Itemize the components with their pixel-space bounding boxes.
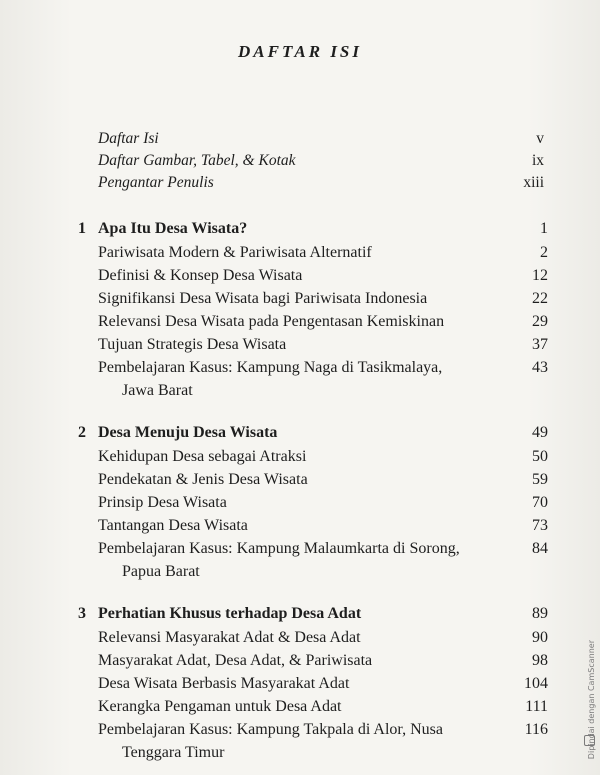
toc-entry-continuation: Tenggara Timur	[122, 744, 225, 761]
toc-entry	[98, 494, 548, 512]
chapter-page: 1	[540, 220, 548, 237]
toc-entry-label: Kerangka Pengaman untuk Desa Adat	[98, 698, 342, 715]
camscanner-icon	[584, 735, 595, 746]
toc-entry	[98, 290, 548, 308]
toc-entry-page: 12	[532, 267, 548, 284]
toc-entry	[98, 721, 548, 739]
toc-front-entry	[98, 152, 544, 170]
toc-entry-label: Prinsip Desa Wisata	[98, 494, 227, 511]
toc-entry-page: 73	[532, 517, 548, 534]
scanner-watermark: Dipindai dengan CamScanner	[587, 640, 596, 760]
toc-entry-page: 116	[524, 721, 548, 738]
toc-entry-page: 111	[525, 698, 548, 715]
toc-entry-page: 22	[532, 290, 548, 307]
toc-entry	[98, 359, 548, 377]
toc-entry-page: v	[536, 130, 544, 147]
toc-entry-label: Daftar Isi	[98, 130, 159, 147]
chapter-number: 1	[78, 220, 86, 237]
toc-entry-label: Pembelajaran Kasus: Kampung Takpala di Alor, Nusa	[98, 721, 443, 738]
toc-entry-label: Definisi & Konsep Desa Wisata	[98, 267, 303, 284]
toc-entry	[98, 336, 548, 354]
toc-entry-label: Kehidupan Desa sebagai Atraksi	[98, 448, 307, 465]
toc-entry	[98, 675, 548, 693]
toc-entry-label: Pembelajaran Kasus: Kampung Malaumkarta di Sorong,	[98, 540, 460, 557]
toc-entry-label: Pengantar Penulis	[98, 174, 214, 191]
toc-entry	[98, 540, 548, 558]
toc-entry	[98, 471, 548, 489]
page-title: DAFTAR ISI	[237, 42, 362, 61]
toc-entry-page: ix	[531, 152, 544, 169]
toc-entry-page: 84	[532, 540, 548, 557]
toc-entry-label: Relevansi Masyarakat Adat & Desa Adat	[98, 629, 361, 646]
toc-entry	[98, 698, 548, 716]
chapter-title: Perhatian Khusus terhadap Desa Adat	[98, 605, 362, 622]
toc-entry-label: Signifikansi Desa Wisata bagi Pariwisata Indonesia	[98, 290, 428, 307]
toc-entry-label: Pembelajaran Kasus: Kampung Naga di Tasikmalaya,	[98, 359, 443, 376]
toc-entry-label: Desa Wisata Berbasis Masyarakat Adat	[98, 675, 350, 692]
toc-entry-page: 43	[532, 359, 548, 376]
toc-entry	[98, 267, 548, 285]
toc-entry-label: Tantangan Desa Wisata	[98, 517, 248, 534]
toc-entry	[98, 448, 548, 466]
toc-entry	[98, 244, 548, 262]
toc-entry	[98, 652, 548, 670]
toc-entry-page: xiii	[523, 174, 544, 191]
toc-front-entry	[98, 130, 544, 148]
chapter-page: 89	[532, 605, 548, 622]
toc-entry-page: 98	[532, 652, 548, 669]
toc-entry-page: 29	[532, 313, 548, 330]
toc-entry-label: Pariwisata Modern & Pariwisata Alternatif	[98, 244, 372, 261]
toc-entry-page: 70	[532, 494, 548, 511]
toc-entry	[98, 313, 548, 331]
toc-entry-label: Masyarakat Adat, Desa Adat, & Pariwisata	[98, 652, 373, 669]
toc-entry-continuation: Papua Barat	[122, 563, 200, 580]
toc-entry-page: 37	[532, 336, 548, 353]
toc-entry-page: 2	[540, 244, 548, 261]
chapter-page: 49	[532, 424, 548, 441]
toc-entry-label: Daftar Gambar, Tabel, & Kotak	[98, 152, 296, 169]
toc-entry-page: 59	[532, 471, 548, 488]
toc-entry-label: Relevansi Desa Wisata pada Pengentasan Kemiskinan	[98, 313, 445, 330]
toc-entry-page: 104	[524, 675, 548, 692]
toc-entry	[98, 629, 548, 647]
toc-entry-page: 90	[532, 629, 548, 646]
toc-entry-continuation: Jawa Barat	[122, 382, 193, 399]
toc-entry-label: Pendekatan & Jenis Desa Wisata	[98, 471, 308, 488]
chapter-title: Apa Itu Desa Wisata?	[98, 220, 248, 237]
toc-entry-label: Tujuan Strategis Desa Wisata	[98, 336, 287, 353]
toc-entry	[98, 517, 548, 535]
toc-front-entry	[98, 174, 544, 192]
chapter-number: 3	[78, 605, 86, 622]
toc-entry-page: 50	[532, 448, 548, 465]
chapter-title: Desa Menuju Desa Wisata	[98, 424, 278, 441]
chapter-number: 2	[78, 424, 86, 441]
